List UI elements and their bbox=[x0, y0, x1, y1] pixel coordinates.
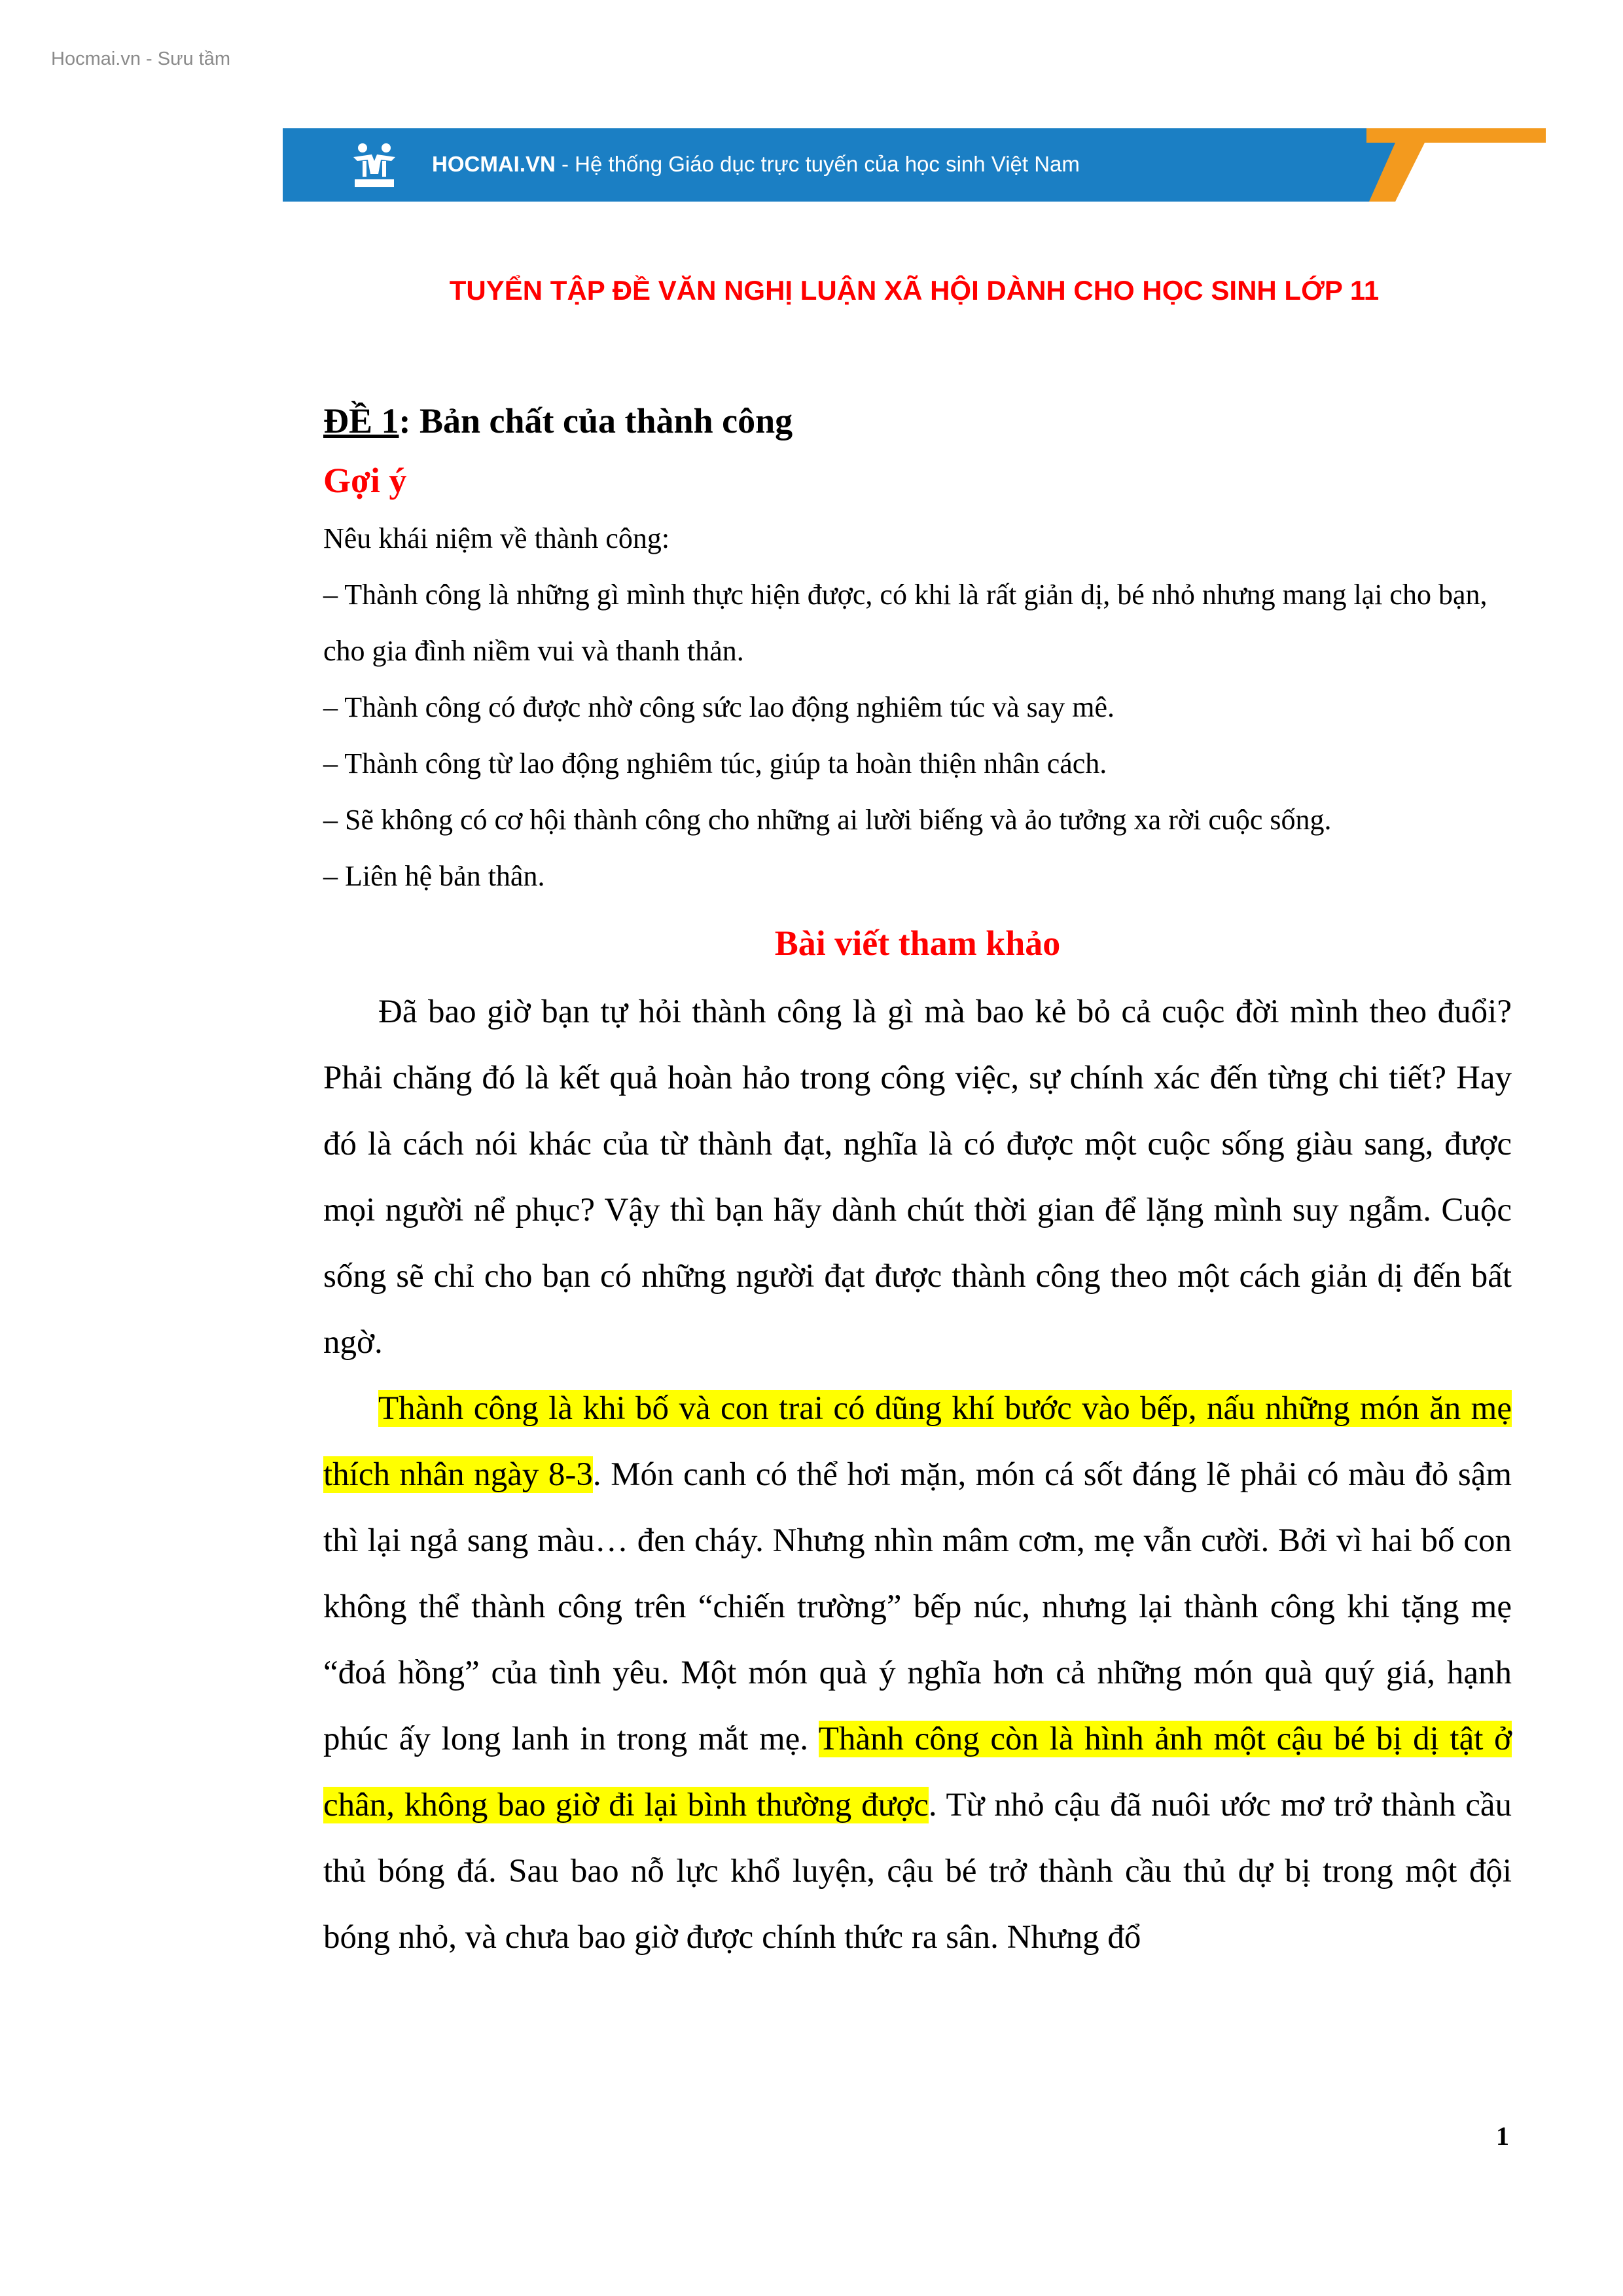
hint-item: Nêu khái niệm về thành công: bbox=[323, 522, 670, 554]
exam-number: ĐỀ 1 bbox=[323, 401, 399, 440]
banner-brand: HOCMAI.VN bbox=[432, 152, 556, 176]
banner-tagline: - Hệ thống Giáo dục trực tuyến của học sinh Việt Nam bbox=[555, 152, 1080, 176]
document-title: TUYỂN TẬP ĐỀ VĂN NGHỊ LUẬN XÃ HỘI DÀNH CHO HỌC SINH LỚP 11 bbox=[449, 275, 1380, 306]
exam-topic: : Bản chất của thành công bbox=[399, 401, 793, 440]
hint-item: – Thành công từ lao động nghiêm túc, giúp ta hoàn thiện nhân cách. bbox=[323, 747, 1107, 780]
hint-item: – Thành công có được nhờ công sức lao động nghiêm túc và say mê. bbox=[323, 691, 1115, 723]
exam-heading bbox=[323, 391, 1512, 450]
watermark-text: Hocmai.vn - Sưu tầm bbox=[51, 48, 231, 69]
page-number: 1 bbox=[1496, 2121, 1509, 2151]
hocmai-logo-icon bbox=[348, 139, 401, 191]
hint-item: – Sẽ không có cơ hội thành công cho những ai lười biếng và ảo tưởng xa rời cuộc sống. bbox=[323, 804, 1332, 836]
hint-heading: Gợi ý bbox=[323, 461, 407, 500]
paragraph-text: . Món canh có thể hơi mặn, món cá sốt đáng lẽ phải có màu đỏ sậm thì lại ngả sang màu… đen cháy. Nhưng nhìn mâm cơm, mẹ vẫn cười. Bởi vì hai bố con không thể thành công trên “chiến trường” bếp núc, nhưng lại thành công khi tặng mẹ “đoá hồng” của tình yêu. Một món quà ý nghĩa hơn cả những món quà quý giá, hạnh phúc ấy long lanh in trong mắt mẹ. bbox=[323, 1456, 1512, 1757]
highlighted-text: Thành công còn là hình ảnh một cậu bé bị dị tật ở chân, không bao giờ đi lại bình thường được bbox=[323, 1721, 1512, 1823]
paragraph-text: . Từ nhỏ cậu đã nuôi ước mơ trở thành cầu thủ bóng đá. Sau bao nỗ lực khổ luyện, cậu bé trở thành cầu thủ dự bị trong một đội bóng nhỏ, và chưa bao giờ được chính thức ra sân. Nhưng đổ bbox=[323, 1787, 1512, 1956]
hint-list bbox=[323, 511, 1512, 905]
document-content bbox=[323, 391, 1512, 1971]
hint-item: – Liên hệ bản thân. bbox=[323, 860, 545, 892]
header-banner bbox=[283, 128, 1546, 202]
highlighted-text: Thành công là khi bố và con trai có dũng khí bước vào bếp, nấu những món ăn mẹ thích nhân ngày 8-3 bbox=[323, 1390, 1512, 1493]
essay-title: Bài viết tham khảo bbox=[774, 924, 1061, 963]
hint-item: – Thành công là những gì mình thực hiện được, có khi là rất giản dị, bé nhỏ nhưng mang lại cho bạn, cho gia đình niềm vui và thanh thản. bbox=[323, 579, 1488, 667]
essay-paragraph-1: Đã bao giờ bạn tự hỏi thành công là gì mà bao kẻ bỏ cả cuộc đời mình theo đuổi? Phải chăng đó là kết quả hoàn hảo trong công việc, sự chính xác đến từng chi tiết? Hay đó là cách nói khác của từ thành đạt, nghĩa là có được một cuộc sống giàu sang, được mọi người nể phục? Vậy thì bạn hãy dành chút thời gian để lặng mình suy ngẫm. Cuộc sống sẽ chỉ cho bạn có những người đạt được thành công theo một cách giản dị đến bất ngờ. bbox=[323, 994, 1512, 1361]
essay-paragraph-2 bbox=[323, 1376, 1512, 1971]
banner-text bbox=[432, 152, 1080, 177]
